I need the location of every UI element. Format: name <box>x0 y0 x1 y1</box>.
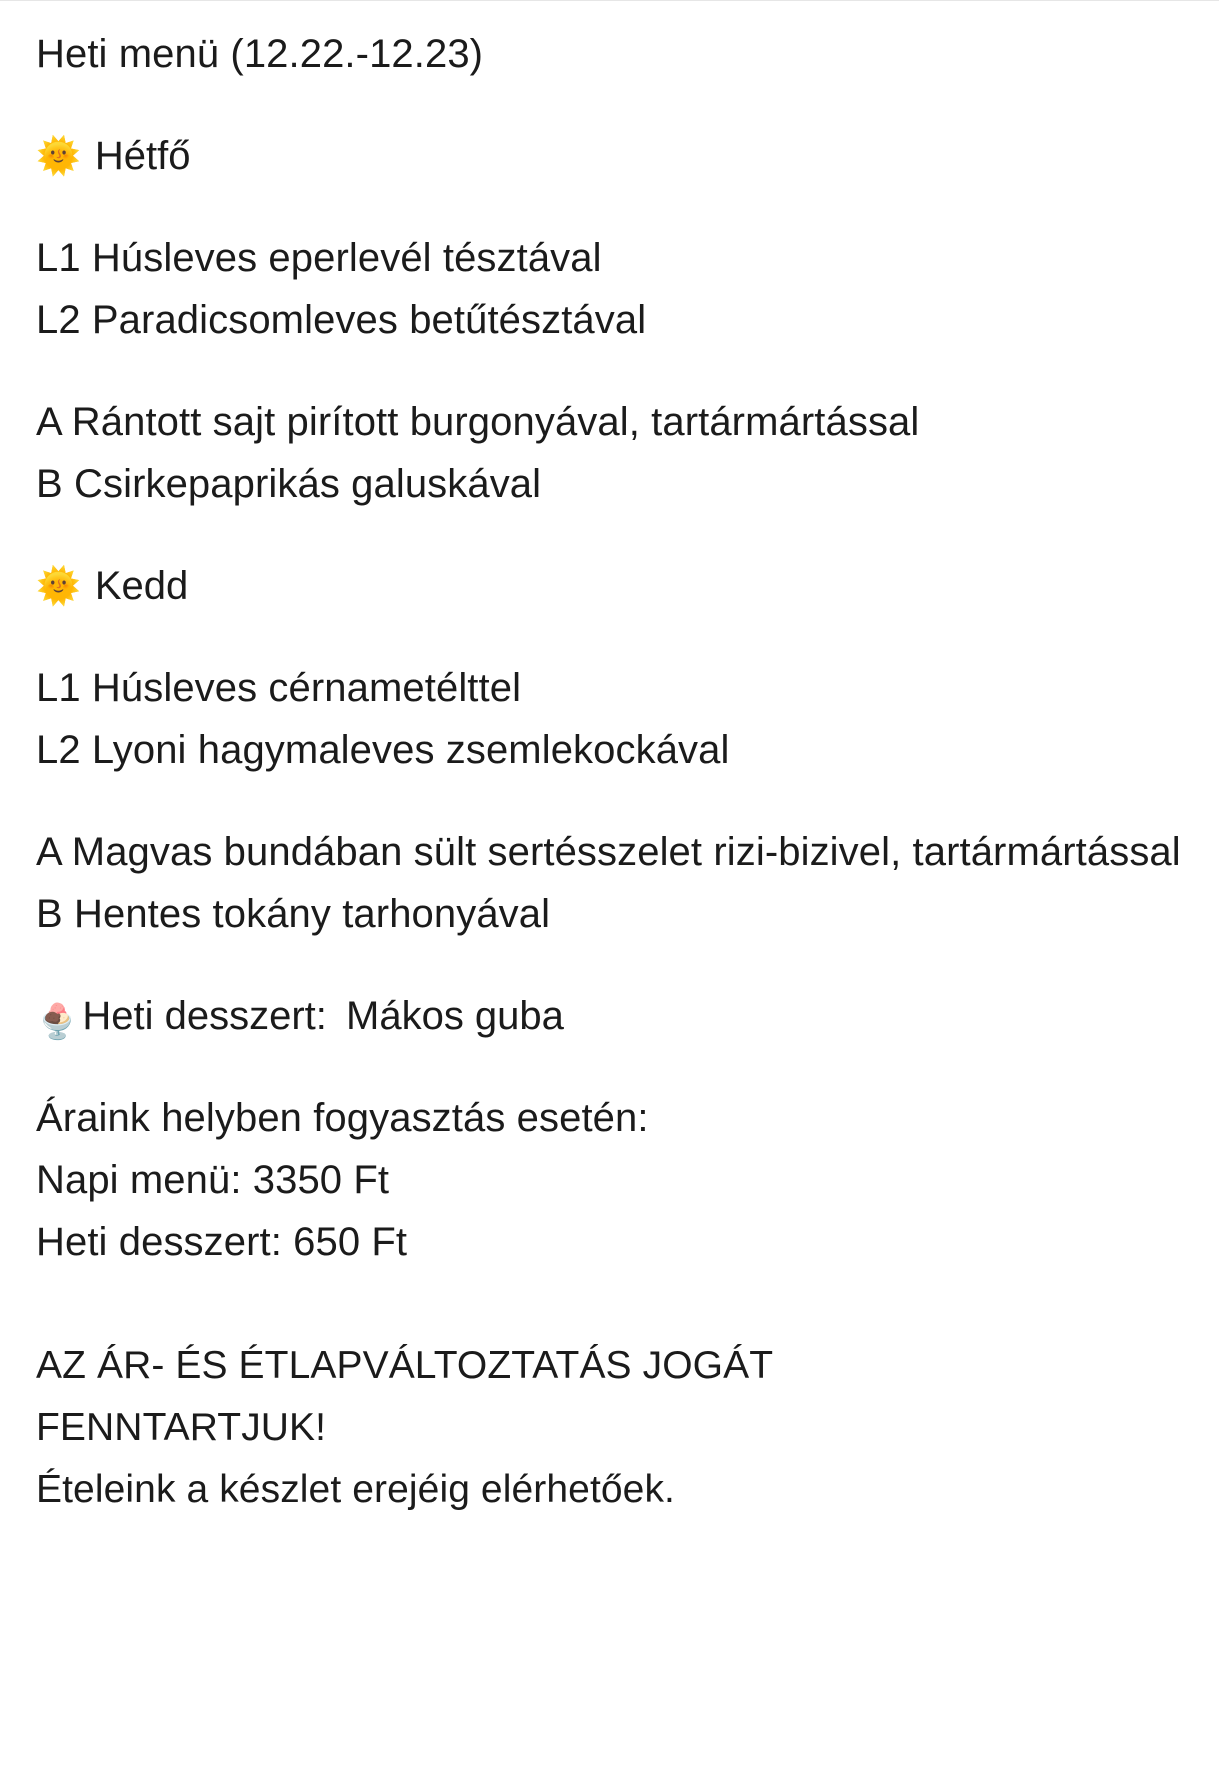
weekly-dessert-label: Heti desszert: <box>82 994 327 1038</box>
spacer <box>36 1047 1183 1087</box>
weekly-dessert <box>36 985 1183 1047</box>
menu-content <box>0 1 1219 1521</box>
menu-item: L1 Húsleves cérnametélttel <box>36 666 522 710</box>
day-name-monday: Hétfő <box>94 134 191 178</box>
main-list-monday <box>36 391 1183 515</box>
spacer <box>36 945 1183 985</box>
day-heading-tuesday <box>36 555 1183 617</box>
price-block <box>36 1087 1183 1273</box>
spacer <box>36 85 1183 125</box>
spacer <box>36 187 1183 227</box>
disclaimer-line: AZ ÁR- ÉS ÉTLAPVÁLTOZTATÁS JOGÁT <box>36 1344 774 1387</box>
price-item: Napi menü: 3350 Ft <box>36 1158 390 1202</box>
weekly-dessert-value: Mákos guba <box>346 994 564 1038</box>
menu-item: A Rántott sajt pirított burgonyával, tartármártással <box>36 400 920 444</box>
disclaimer-block <box>36 1335 1183 1521</box>
spacer <box>36 1313 1183 1335</box>
menu-item: B Csirkepaprikás galuskával <box>36 462 542 506</box>
price-item: Heti desszert: 650 Ft <box>36 1220 408 1264</box>
menu-item: L2 Lyoni hagymaleves zsemlekockával <box>36 728 730 772</box>
ice-cream-icon: 🍨 <box>36 1003 79 1041</box>
soup-list-tuesday <box>36 657 1183 781</box>
disclaimer-line: FENNTARTJUK! <box>36 1406 327 1449</box>
spacer <box>36 1273 1183 1313</box>
menu-item: B Hentes tokány tarhonyával <box>36 892 551 936</box>
menu-item: L2 Paradicsomleves betűtésztával <box>36 298 647 342</box>
spacer <box>36 781 1183 821</box>
disclaimer-line: Ételeink a készlet erejéig elérhetőek. <box>36 1468 675 1511</box>
menu-item: A Magvas bundában sült sertésszelet rizi-bizivel, tartármártással <box>36 830 1181 874</box>
sun-icon: 🌞 <box>36 565 81 606</box>
menu-item: L1 Húsleves eperlevél tésztával <box>36 236 602 280</box>
sun-icon: 🌞 <box>36 135 81 176</box>
day-name-tuesday: Kedd <box>94 564 189 608</box>
spacer <box>36 351 1183 391</box>
day-heading-monday <box>36 125 1183 187</box>
spacer <box>36 515 1183 555</box>
main-list-tuesday <box>36 821 1183 945</box>
spacer <box>36 617 1183 657</box>
page-title: Heti menü (12.22.-12.23) <box>36 32 484 76</box>
price-heading: Áraink helyben fogyasztás esetén: <box>36 1096 649 1140</box>
soup-list-monday <box>36 227 1183 351</box>
